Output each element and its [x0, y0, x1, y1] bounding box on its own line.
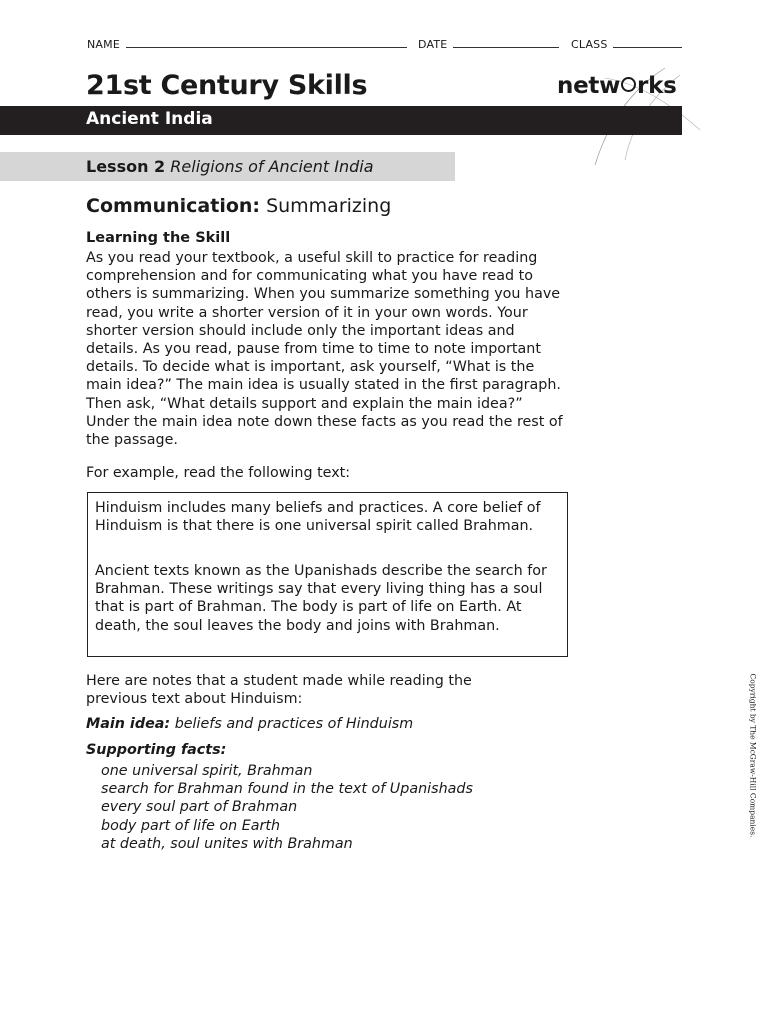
example-paragraph-1: Hinduism includes many beliefs and practices. A core belief of Hinduism is that there is one universal spirit called Brahman.: [95, 500, 541, 535]
learning-paragraph: As you read your textbook, a useful skill to practice for reading comprehension and for communicating what you have read to others is summarizing. When you summarize something you have read, you write a shorter version of it in your own words. Your shorter version should include only the important ideas and details. As you read, pause from time to time to note important details. To decide what is important, ask yourself, “What is the main idea?” The main idea is usually stated in the first paragraph. Then ask, “What details support and explain the main idea?” Under the main idea note down these facts as you read the rest of the passage.: [86, 250, 563, 449]
list-item: search for Brahman found in the text of Upanishads: [101, 781, 473, 798]
supporting-facts-list: [101, 762, 473, 853]
notes-intro: Here are notes that a student made while reading the previous text about Hinduism:: [86, 673, 472, 708]
list-item: body part of life on Earth: [101, 817, 281, 834]
main-idea-text: beliefs and practices of Hinduism: [174, 716, 414, 732]
class-label: CLASS: [571, 38, 608, 51]
lesson-heading: [86, 157, 374, 176]
list-item: every soul part of Brahman: [101, 799, 298, 816]
name-line[interactable]: [126, 47, 407, 48]
section-heading: [86, 195, 391, 217]
section-skill: Communication:: [86, 195, 261, 217]
date-label: DATE: [418, 38, 448, 51]
brand-text-start: netw: [557, 73, 621, 99]
subject-title: Ancient India: [86, 109, 213, 129]
brand-o-icon: [621, 77, 636, 92]
section-topic: Summarizing: [266, 195, 392, 217]
networks-logo: [557, 73, 676, 99]
class-line[interactable]: [613, 47, 682, 48]
main-idea-label: Main idea:: [86, 716, 171, 732]
copyright-notice: Copyright by The McGraw-Hill Companies.: [748, 673, 758, 838]
main-idea: [86, 716, 413, 732]
lesson-title: Religions of Ancient India: [170, 157, 374, 176]
list-item: one universal spirit, Brahman: [101, 763, 313, 779]
supporting-facts-label: Supporting facts:: [86, 742, 227, 758]
name-label: NAME: [87, 38, 120, 51]
brand-text-end: rks: [637, 73, 677, 99]
date-line[interactable]: [453, 47, 559, 48]
example-intro: For example, read the following text:: [86, 465, 351, 481]
lesson-number: Lesson 2: [86, 157, 166, 176]
learning-heading: Learning the Skill: [86, 230, 231, 246]
list-item: at death, soul unites with Brahman: [101, 835, 353, 852]
page-title: 21st Century Skills: [86, 70, 368, 101]
example-paragraph-2: Ancient texts known as the Upanishads describe the search for Brahman. These writings say that every living thing has a soul that is part of Brahman. The body is part of life on Earth. At death, the soul leaves the body and joins with Brahman.: [95, 563, 547, 634]
